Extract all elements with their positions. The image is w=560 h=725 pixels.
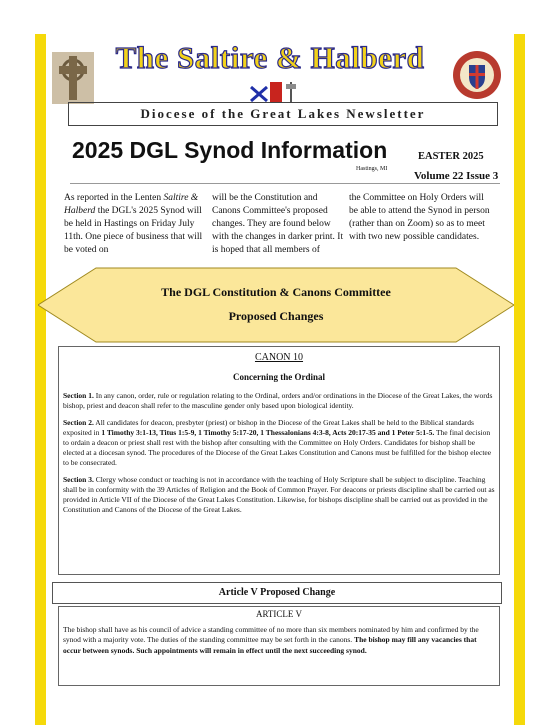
intro-column-2: will be the Constitution and Canons Committee's proposed changes. They are found below with the changes in darker print. It is hoped that all members of	[212, 193, 344, 255]
halberd-icon	[284, 80, 298, 102]
flag-emblems	[250, 78, 298, 102]
section-label: Section 1.	[63, 391, 94, 400]
banner-subtitle: Proposed Changes	[228, 309, 324, 323]
newsletter-subtitle: Diocese of the Great Lakes Newsletter	[68, 102, 498, 126]
red-flag-icon	[270, 82, 282, 102]
left-yellow-stripe	[35, 34, 46, 725]
canon-section-1	[63, 391, 495, 411]
title-divider	[70, 183, 500, 184]
canon-heading: CANON 10	[254, 352, 304, 363]
banner-title: The DGL Constitution & Canons Committee	[161, 285, 391, 299]
diocese-seal-icon	[452, 50, 502, 100]
committee-banner	[38, 267, 514, 343]
article-v-title-bar: Article V Proposed Change	[52, 582, 502, 604]
location-text: Hastings, MI	[356, 166, 388, 172]
scripture-references: 1 Timothy 3:1-13, Titus 1:5-9, 1 Timothy 5:17-20, 1 Thessalonians 4:3-8, Acts 20:17-35 and 1 Peter 5:1-5.	[101, 428, 435, 437]
newsletter-masthead: The Saltire & Halberd	[115, 40, 425, 75]
article-heading: ARTICLE V	[255, 609, 303, 619]
canon-section-2	[63, 418, 495, 468]
section-text: The final decision to ordain a deacon or priest shall rest with the bishop after consulting with the Committee on Holy Orders. Candidates for bishop shall be elected at a diocesan synod. The procedures of the Diocese of the Great Lakes Constitution and Canons must be fulfilled for the bishop electee to be consecrated.	[63, 428, 492, 467]
intro-column-3: the Committee on Holy Orders will be able to attend the Synod in person (rather than on Zoom) so as to meet with two new possible candidates.	[349, 193, 490, 242]
edition-label: EASTER 2025	[418, 151, 484, 162]
saltire-icon	[250, 86, 268, 102]
intro-text: As reported in the Lenten	[64, 193, 164, 203]
right-yellow-stripe	[514, 34, 525, 725]
article-body: The bishop shall have as his council of advice a standing committee of no more than six members nominated by him and confirmed by the synod with a majority vote. The duties of the standing committee may be set forth in the canons.	[63, 624, 479, 644]
section-text: Clergy whose conduct or teaching is not in accordance with the teaching of Holy Scripture shall be subject to discipline. Teaching shall be in conformity with the 39 Articles of Religion and the Book of Common Prayer. For deacons or priests discipline shall be carried out as provided in Article VII of the Diocese of the Great Lakes Constitution. Likewise, for bishops discipline shall be carried out as provided in the Constitution and Canons of the Diocese of the Great Lakes.	[63, 475, 495, 514]
section-text: In any canon, order, rule or regulation relating to the Ordinal, orders and/or ordinations in the Diocese of the Great Lakes, the words bishop, priest and deacon shall refer to the masculine gender only based upon biological identity.	[63, 391, 493, 410]
intro-text: the DGL's 2025 Synod will be held in Hastings on Friday July 11th. One piece of business that will be voted on	[64, 206, 203, 255]
section-label: Section 2.	[63, 418, 94, 427]
article-v-box	[58, 606, 500, 686]
celtic-cross-icon	[52, 52, 94, 104]
article-change-bold: The bishop may fill any vacancies that occur between synods. Such appointments will remain in effect until the next succeeding synod.	[63, 635, 477, 655]
section-label: Section 3.	[63, 475, 94, 484]
newsletter-name-italic: Saltire & Halberd	[64, 193, 199, 216]
canon-10-box	[58, 346, 500, 575]
volume-label: Volume 22 Issue 3	[414, 170, 499, 182]
section-text: All candidates for deacon, presbyter (priest) or bishop in the Diocese of the Great Lakes shall be held to the Biblical standards exposited in	[63, 418, 474, 437]
page-title: 2025 DGL Synod Information	[72, 137, 388, 163]
intro-column-1	[64, 192, 204, 257]
canon-subheading: Concerning the Ordinal	[232, 372, 325, 382]
article-text	[63, 625, 495, 657]
canon-section-3	[63, 475, 495, 515]
